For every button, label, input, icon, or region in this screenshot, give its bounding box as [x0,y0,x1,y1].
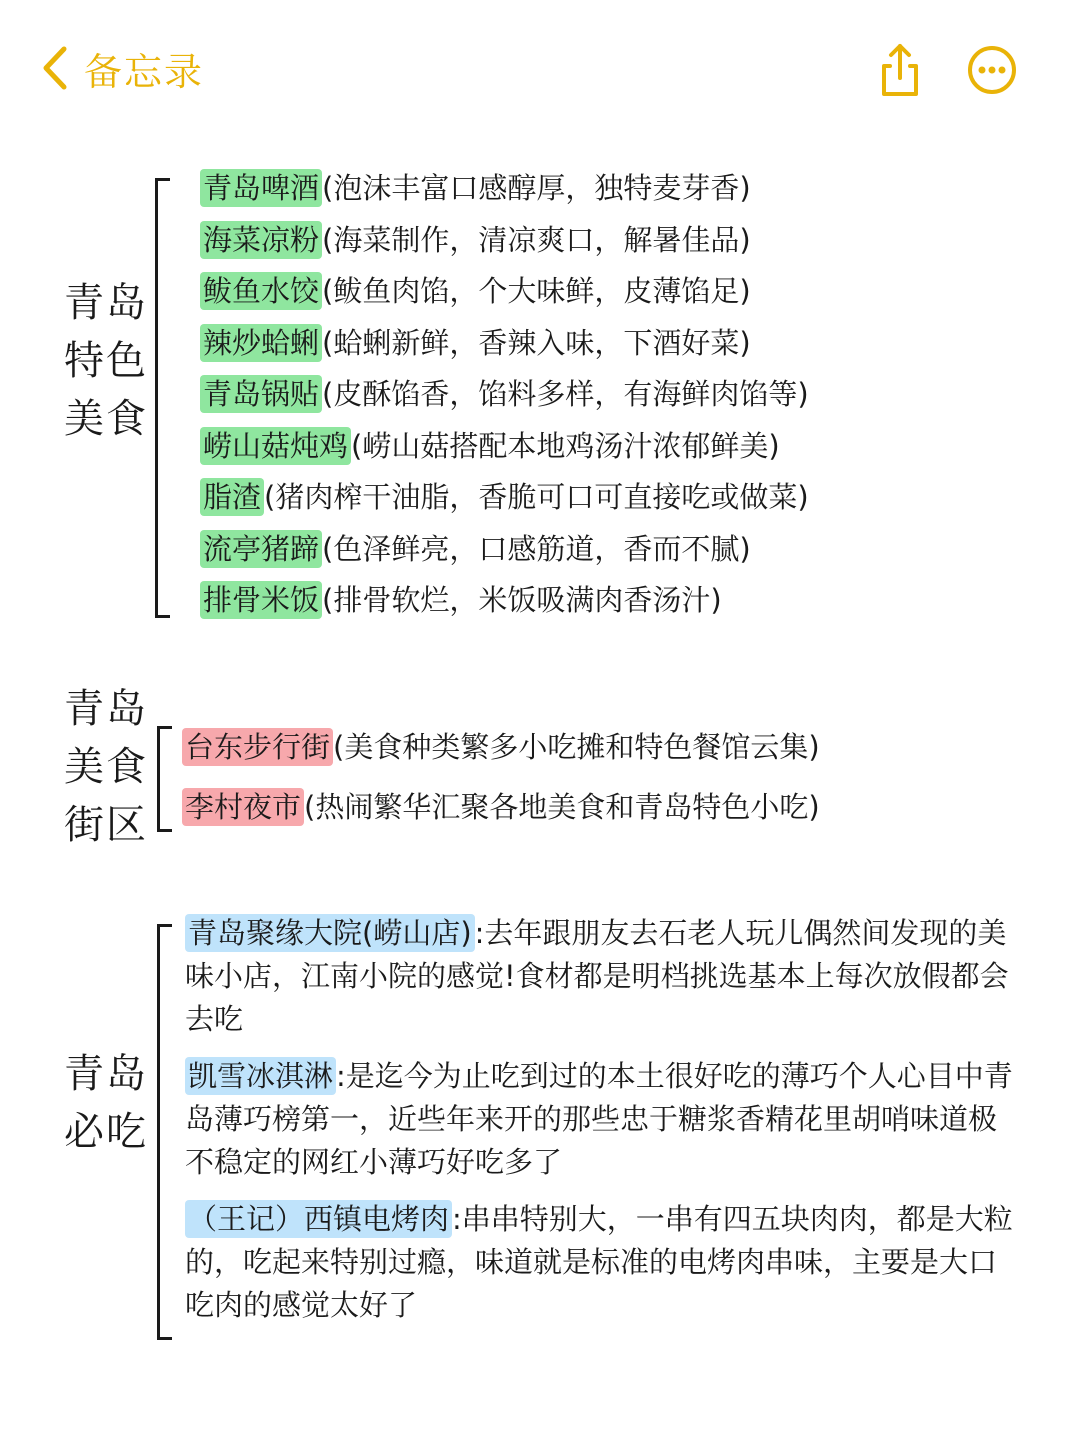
item-desc: (鲅鱼肉馅，个大味鲜，皮薄馅足) [322,274,751,308]
title-line: 青岛 [64,1051,148,1097]
item-name: 海菜凉粉 [200,221,322,259]
item-name: 鲅鱼水饺 [200,272,322,310]
item-name: 崂山菇炖鸡 [200,427,351,465]
list-item [200,369,809,421]
list-item [200,163,809,215]
item-name: （王记）西镇电烤肉 [185,1200,452,1238]
food-list [200,163,809,627]
title-line: 美食 [64,396,148,442]
title-line: 美食 [64,744,148,790]
bracket [155,178,170,618]
list-item [182,717,820,777]
list-item [200,215,809,267]
item-name: 流亭猪蹄 [200,530,322,568]
item-desc: (泡沫丰富口感醇厚，独特麦芽香) [322,171,751,205]
nav-bar [0,0,1080,130]
item-name: 脂渣 [200,478,264,516]
item-name: 李村夜市 [182,788,304,826]
item-desc: (皮酥馅香，馅料多样，有海鲜肉馅等) [322,377,809,411]
list-item [200,266,809,318]
more-button[interactable] [962,40,1022,100]
section-title [64,1045,148,1161]
must-eat-list [185,912,1015,1341]
share-icon [870,40,930,100]
list-item [182,777,820,837]
item-desc: (热闹繁华汇聚各地美食和青岛特色小吃) [304,790,820,824]
back-label: 备忘录 [84,49,205,94]
item-desc: (崂山菇搭配本地鸡汤汁浓郁鲜美) [351,428,780,463]
list-item [185,1055,1015,1184]
more-icon [962,40,1022,100]
item-desc: (色泽鲜亮，口感筋道，香而不腻) [322,531,751,566]
item-desc: (排骨软烂，米饭吸满肉香汤汁) [322,583,722,617]
item-desc: :串串特别大，一串有四五块肉肉，都是大粒的，吃起来特别过瘾，味道就是标准的电烤肉串味，主要是大口吃肉的感觉太好了 [185,1202,1013,1322]
title-line: 特色 [64,338,148,384]
section-title [64,274,148,448]
item-desc: (蛤蜊新鲜，香辣入味，下酒好菜) [322,325,751,360]
item-name: 凯雪冰淇淋 [185,1057,336,1095]
item-name: 青岛聚缘大院(崂山店) [185,914,475,952]
title-line: 必吃 [64,1109,148,1155]
street-list [182,717,820,837]
list-item [200,421,809,473]
item-desc: (海菜制作，清凉爽口，解暑佳品) [322,222,751,257]
bracket [157,924,172,1340]
list-item [200,524,809,576]
item-desc: :去年跟朋友去石老人玩儿偶然间发现的美味小店，江南小院的感觉!食材都是明档挑选基本上每次放假都会去吃 [185,916,1009,1036]
list-item [200,318,809,370]
list-item [185,1198,1015,1327]
share-button[interactable] [870,40,930,100]
item-desc: (猪肉榨干油脂，香脆可口可直接吃或做菜) [264,480,809,514]
item-name: 青岛啤酒 [200,169,322,207]
title-line: 青岛 [64,686,148,732]
section-title [64,680,148,854]
item-name: 辣炒蛤蜊 [200,324,322,362]
list-item [200,575,809,627]
list-item [185,912,1015,1041]
title-line: 街区 [64,802,148,848]
chevron-left-icon [40,45,70,91]
item-name: 台东步行街 [182,728,333,766]
back-button[interactable] [40,40,204,96]
item-desc: (美食种类繁多小吃摊和特色餐馆云集) [333,730,820,764]
item-desc: :是迄今为止吃到过的本土很好吃的薄巧个人心目中青岛薄巧榜第一，近些年来开的那些忠于糖浆香精花里胡哨味道极不稳定的网红小薄巧好吃多了 [185,1059,1013,1179]
item-name: 排骨米饭 [200,581,322,619]
title-line: 青岛 [64,280,148,326]
list-item [200,472,809,524]
bracket [157,726,172,832]
item-name: 青岛锅贴 [200,375,322,413]
